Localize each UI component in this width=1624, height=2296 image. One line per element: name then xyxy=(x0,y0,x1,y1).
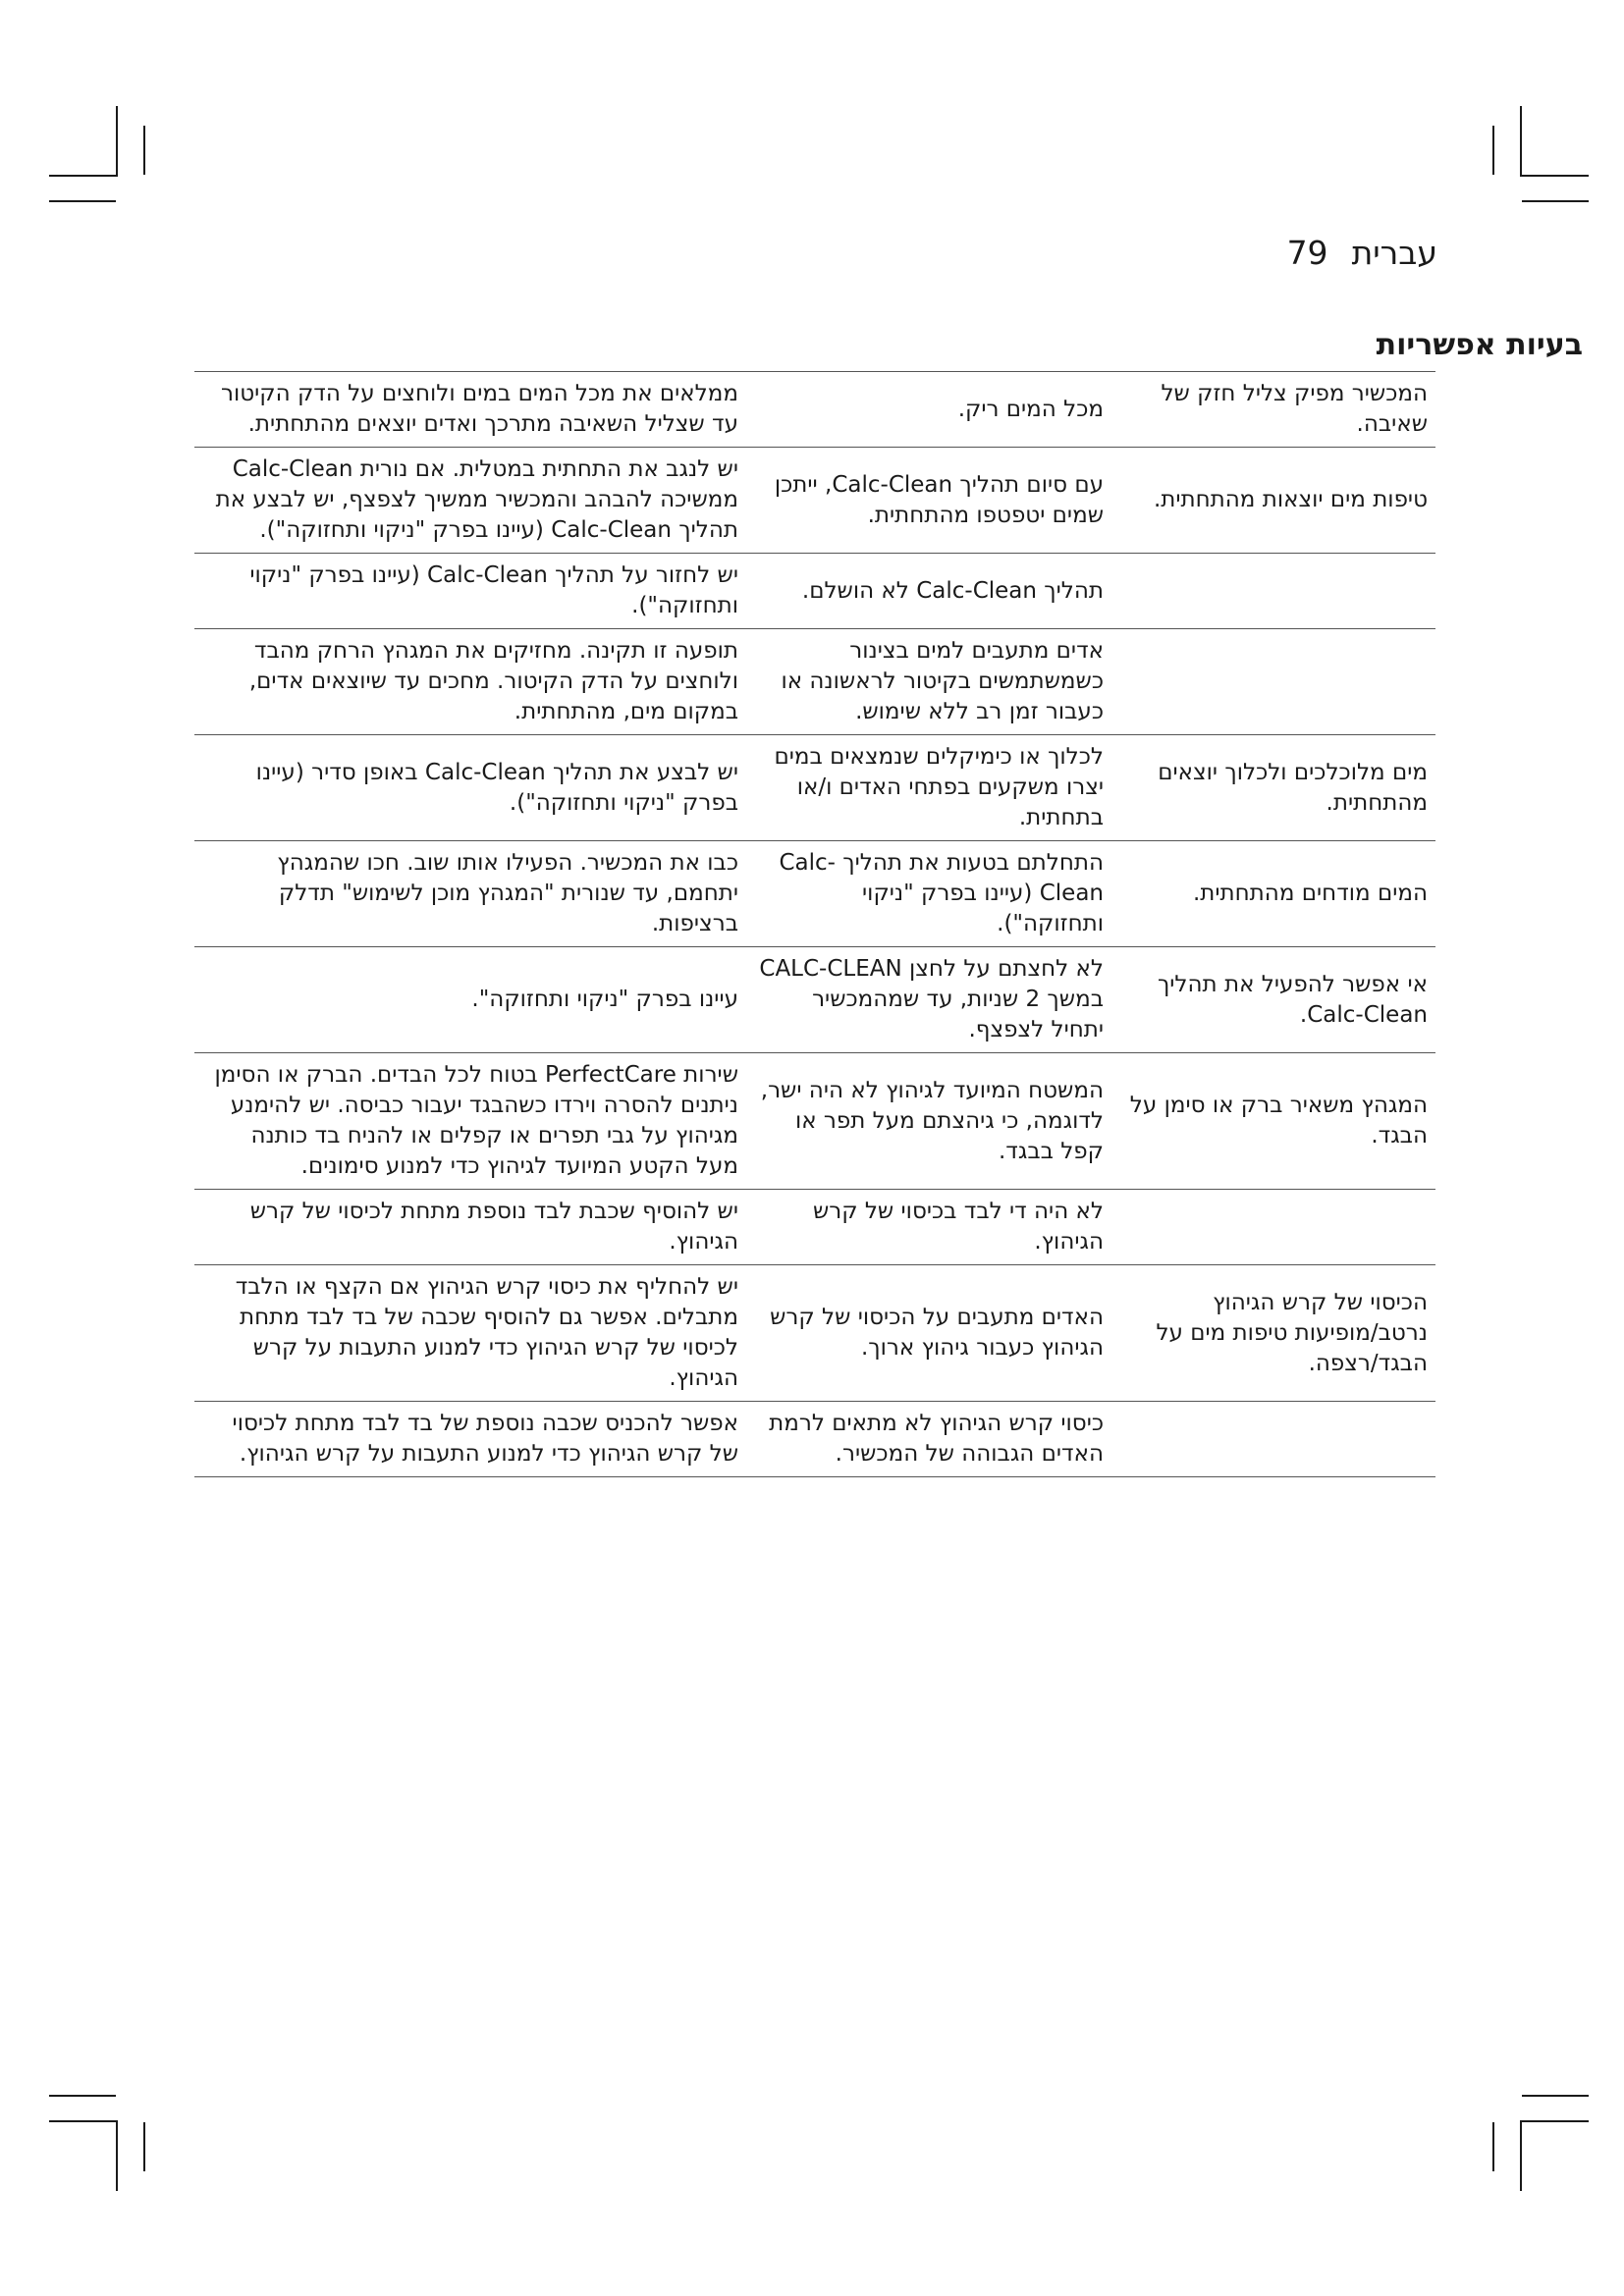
cause-cell: לא לחצתם על לחצן CALC-CLEAN במשך 2 שניות, עד שמהמכשיר יתחיל לצפצף. xyxy=(746,947,1111,1053)
problem-cell xyxy=(1111,629,1435,735)
page-header xyxy=(1287,234,1437,272)
solution-cell: יש להוסיף שכבת לבד נוספת מתחת לכיסוי של קרש הגיהוץ. xyxy=(194,1190,746,1265)
problem-cell: המגהץ משאיר ברק או סימן על הבגד. xyxy=(1111,1053,1435,1190)
table-row xyxy=(194,448,1435,554)
table-row xyxy=(194,1053,1435,1190)
crop-mark xyxy=(143,126,145,175)
table-row xyxy=(194,554,1435,629)
cause-cell: אדים מתעבים למים בצינור כשמשתמשים בקיטור לראשונה או כעבור זמן רב ללא שימוש. xyxy=(746,629,1111,735)
crop-mark xyxy=(1492,2122,1494,2171)
cause-cell: מכל המים ריק. xyxy=(746,372,1111,448)
cause-cell: האדים מתעבים על הכיסוי של קרש הגיהוץ כעבור גיהוץ ארוך. xyxy=(746,1265,1111,1402)
problem-cell: המים מודחים מהתחתית. xyxy=(1111,841,1435,947)
table-row xyxy=(194,735,1435,841)
crop-mark xyxy=(116,2120,118,2191)
table-row xyxy=(194,1190,1435,1265)
crop-mark xyxy=(143,2122,145,2171)
solution-cell: יש לחזור על תהליך Calc-Clean (עיינו בפרק "ניקוי ותחזוקה"). xyxy=(194,554,746,629)
crop-mark xyxy=(1522,2095,1589,2097)
cause-cell: התחלתם בטעות את תהליך Calc-Clean (עיינו בפרק "ניקוי ותחזוקה"). xyxy=(746,841,1111,947)
problem-cell: המכשיר מפיק צליל חזק של שאיבה. xyxy=(1111,372,1435,448)
problem-cell: אי אפשר להפעיל את תהליך Calc-Clean. xyxy=(1111,947,1435,1053)
crop-mark xyxy=(1492,126,1494,175)
solution-cell: יש להחליף את כיסוי קרש הגיהוץ אם הקצף או הלבד מתבלים. אפשר גם להוסיף שכבה של בד לבד מתחת לכיסוי של קרש הגיהוץ כדי למנוע התעבות על קרש הגיהוץ. xyxy=(194,1265,746,1402)
crop-mark xyxy=(1520,106,1522,177)
table-row xyxy=(194,1265,1435,1402)
cause-cell: לכלוך או כימיקלים שנמצאים במים יצרו משקעים בפתחי האדים ו/או בתחתית. xyxy=(746,735,1111,841)
problem-cell xyxy=(1111,1402,1435,1477)
problem-cell: הכיסוי של קרש הגיהוץ נרטב/מופיעות טיפות מים על הבגד/רצפה. xyxy=(1111,1265,1435,1402)
solution-cell: שירות PerfectCare בטוח לכל הבדים. הברק או הסימן ניתנים להסרה וירדו כשהבגד יעבור כביסה. יש להימנע מגיהוץ על גבי תפרים או קפלים או להניח בד כותנה מעל הקטע המיועד לגיהוץ כדי למנוע סימונים. xyxy=(194,1053,746,1190)
solution-cell: עיינו בפרק "ניקוי ותחזוקה". xyxy=(194,947,746,1053)
cause-cell: כיסוי קרש הגיהוץ לא מתאים לרמת האדים הגבוהה של המכשיר. xyxy=(746,1402,1111,1477)
solution-cell: כבו את המכשיר. הפעילו אותו שוב. חכו שהמגהץ יתחמם, עד שנורית "המגהץ מוכן לשימוש" תדלק ברציפות. xyxy=(194,841,746,947)
crop-mark xyxy=(49,200,116,202)
solution-cell: תופעה זו תקינה. מחזיקים את המגהץ הרחק מהבד ולוחצים על הדק הקיטור. מחכים עד שיוצאים אדים, במקום מים, מהתחתית. xyxy=(194,629,746,735)
cause-cell: המשטח המיועד לגיהוץ לא היה ישר, לדוגמה, כי גיהצתם מעל תפר או קפל בבגד. xyxy=(746,1053,1111,1190)
crop-mark xyxy=(1522,2120,1589,2122)
table-row xyxy=(194,947,1435,1053)
page-number: 79 xyxy=(1286,234,1328,272)
problem-cell: מים מלוכלכים ולכלוך יוצאים מהתחתית. xyxy=(1111,735,1435,841)
crop-mark xyxy=(49,2120,116,2122)
crop-mark xyxy=(1522,200,1589,202)
crop-mark xyxy=(116,106,118,177)
problem-cell: טיפות מים יוצאות מהתחתית. xyxy=(1111,448,1435,554)
problem-cell xyxy=(1111,554,1435,629)
table-row xyxy=(194,372,1435,448)
table-row xyxy=(194,841,1435,947)
problem-cell xyxy=(1111,1190,1435,1265)
cause-cell: עם סיום תהליך Calc-Clean, ייתכן שמים יטפטפו מהתחתית. xyxy=(746,448,1111,554)
solution-cell: ממלאים את מכל המים במים ולוחצים על הדק הקיטור עד שצליל השאיבה מתרכך ואדים יוצאים מהתחתית. xyxy=(194,372,746,448)
troubleshooting-table xyxy=(194,371,1435,1477)
crop-mark xyxy=(1520,2120,1522,2191)
table-row xyxy=(194,629,1435,735)
crop-mark xyxy=(49,2095,116,2097)
solution-cell: אפשר להכניס שכבה נוספת של בד לבד מתחת לכיסוי של קרש הגיהוץ כדי למנוע התעבות על קרש הגיהוץ. xyxy=(194,1402,746,1477)
cause-cell: תהליך Calc-Clean לא הושלם. xyxy=(746,554,1111,629)
language-label: עברית xyxy=(1351,234,1437,272)
crop-mark xyxy=(49,175,116,177)
cause-cell: לא היה די לבד בכיסוי של קרש הגיהוץ. xyxy=(746,1190,1111,1265)
solution-cell: יש לנגב את התחתית במטלית. אם נורית Calc-Clean ממשיכה להבהב והמכשיר ממשיך לצפצף, יש לבצע את תהליך Calc-Clean (עיינו בפרק "ניקוי ותחזוקה"). xyxy=(194,448,746,554)
section-title: בעיות אפשריות xyxy=(1376,328,1583,362)
table-row xyxy=(194,1402,1435,1477)
crop-mark xyxy=(1522,175,1589,177)
solution-cell: יש לבצע את תהליך Calc-Clean באופן סדיר (עיינו בפרק "ניקוי ותחזוקה"). xyxy=(194,735,746,841)
troubleshooting-table-body xyxy=(194,372,1435,1477)
